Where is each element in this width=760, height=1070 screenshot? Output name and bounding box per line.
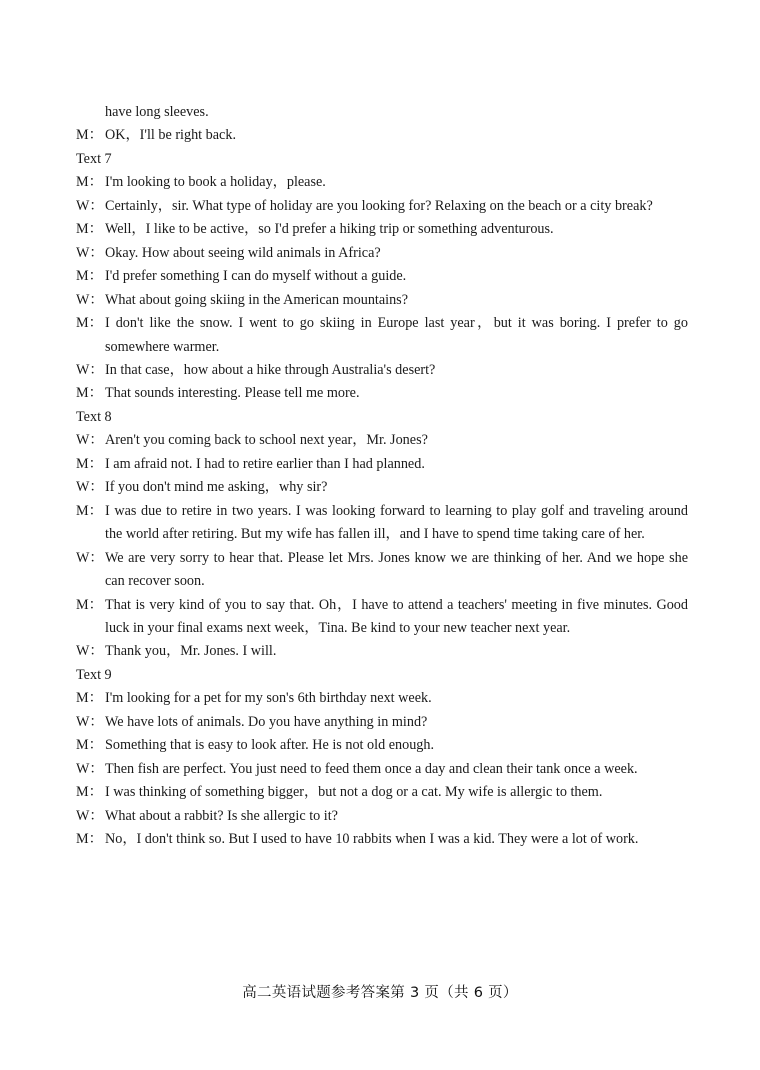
utterance-text: That sounds interesting. Please tell me more. (105, 385, 360, 402)
transcript-body (76, 101, 688, 852)
speaker-label: W： (76, 244, 104, 261)
speaker-label: W： (76, 807, 104, 824)
section-heading: Text 9 (76, 666, 112, 683)
speaker-label: M： (76, 315, 103, 332)
dialogue-line (76, 594, 688, 641)
speaker-label: M： (76, 268, 103, 285)
dialogue-line (76, 687, 688, 710)
speaker-label: M： (76, 831, 103, 848)
utterance-text: No，I don't think so. But I used to have 10 rabbits when I was a kid. They were a lot of work. (105, 831, 639, 848)
speaker-label: W： (76, 291, 104, 308)
dialogue-line (76, 734, 688, 757)
dialogue-line (76, 124, 688, 147)
utterance-text: I'm looking for a pet for my son's 6th birthday next week. (105, 690, 432, 707)
dialogue-line (76, 218, 688, 241)
speaker-label: W： (76, 643, 104, 660)
dialogue-line (76, 500, 688, 547)
utterance-text: Aren't you coming back to school next year，Mr. Jones? (105, 432, 428, 449)
utterance-text: I don't like the snow. I went to go skiing in Europe last year，but it was boring. I prefer to go somewhere warmer. (105, 315, 688, 355)
dialogue-line (76, 758, 688, 781)
dialogue-line (76, 805, 688, 828)
speaker-label: M： (76, 502, 103, 519)
utterance-text: I'd prefer something I can do myself without a guide. (105, 268, 407, 285)
utterance-text: If you don't mind me asking，why sir? (105, 479, 328, 496)
speaker-label: M： (76, 385, 103, 402)
dialogue-line (76, 382, 688, 405)
dialogue-line (76, 828, 688, 851)
transcript-lines (76, 124, 688, 851)
dialogue-line (76, 265, 688, 288)
section-heading: Text 7 (76, 150, 112, 167)
dialogue-line (76, 429, 688, 452)
speaker-label: M： (76, 596, 103, 613)
utterance-text: I am afraid not. I had to retire earlier than I had planned. (105, 455, 425, 472)
speaker-label: M： (76, 455, 103, 472)
speaker-label: M： (76, 737, 103, 754)
speaker-label: W： (76, 432, 104, 449)
speaker-label: M： (76, 784, 103, 801)
dialogue-line (76, 312, 688, 359)
utterance-text: What about going skiing in the American mountains? (105, 291, 409, 308)
utterance-text: Thank you，Mr. Jones. I will. (105, 643, 277, 660)
page-footer: 高二英语试题参考答案第 3 页（共 6 页） (242, 985, 518, 1001)
speaker-label: W： (76, 713, 104, 730)
dialogue-line (76, 547, 688, 594)
utterance-text: Well，I like to be active，so I'd prefer a hiking trip or something adventurous. (105, 221, 554, 238)
utterance-text: What about a rabbit? Is she allergic to it? (105, 807, 338, 824)
utterance-text: Certainly，sir. What type of holiday are you looking for? Relaxing on the beach or a city break? (105, 197, 653, 214)
dialogue-line (76, 453, 688, 476)
dialogue-line (76, 711, 688, 734)
utterance-text: Something that is easy to look after. He is not old enough. (105, 737, 435, 754)
utterance-text: OK，I'll be right back. (105, 127, 236, 144)
speaker-label: M： (76, 221, 103, 238)
speaker-label: M： (76, 174, 103, 191)
dialogue-line (76, 781, 688, 804)
speaker-label: W： (76, 197, 104, 214)
utterance-text: I'm looking to book a holiday，please. (105, 174, 326, 191)
utterance-text: Okay. How about seeing wild animals in Africa? (105, 244, 381, 261)
speaker-label: W： (76, 549, 104, 566)
utterance-text: I was thinking of something bigger，but not a dog or a cat. My wife is allergic to them. (105, 784, 603, 801)
speaker-label: W： (76, 361, 104, 378)
dialogue-line (76, 195, 688, 218)
utterance-text: In that case，how about a hike through Australia's desert? (105, 361, 436, 378)
section-heading: Text 8 (76, 408, 112, 425)
utterance-text: That is very kind of you to say that. Oh，I have to attend a teachers' meeting in five minutes. Good luck in your final exams next week，Tina. Be kind to your new teacher next year. (105, 596, 688, 636)
dialogue-line (76, 171, 688, 194)
dialogue-line (76, 289, 688, 312)
speaker-label: M： (76, 690, 103, 707)
continuation-line: have long sleeves. (105, 104, 209, 120)
dialogue-line (76, 242, 688, 265)
utterance-text: We have lots of animals. Do you have anything in mind? (105, 713, 428, 730)
speaker-label: W： (76, 479, 104, 496)
dialogue-line (76, 359, 688, 382)
dialogue-line (76, 476, 688, 499)
utterance-text: Then fish are perfect. You just need to feed them once a day and clean their tank once a week. (105, 760, 638, 777)
speaker-label: W： (76, 760, 104, 777)
utterance-text: I was due to retire in two years. I was looking forward to learning to play golf and traveling around the world after retiring. But my wife has fallen ill，and I have to spend time taking care of her. (105, 502, 688, 543)
speaker-label: M： (76, 127, 103, 144)
dialogue-line (76, 640, 688, 663)
utterance-text: We are very sorry to hear that. Please let Mrs. Jones know we are thinking of her. And we hope she can recover soon. (105, 549, 688, 590)
